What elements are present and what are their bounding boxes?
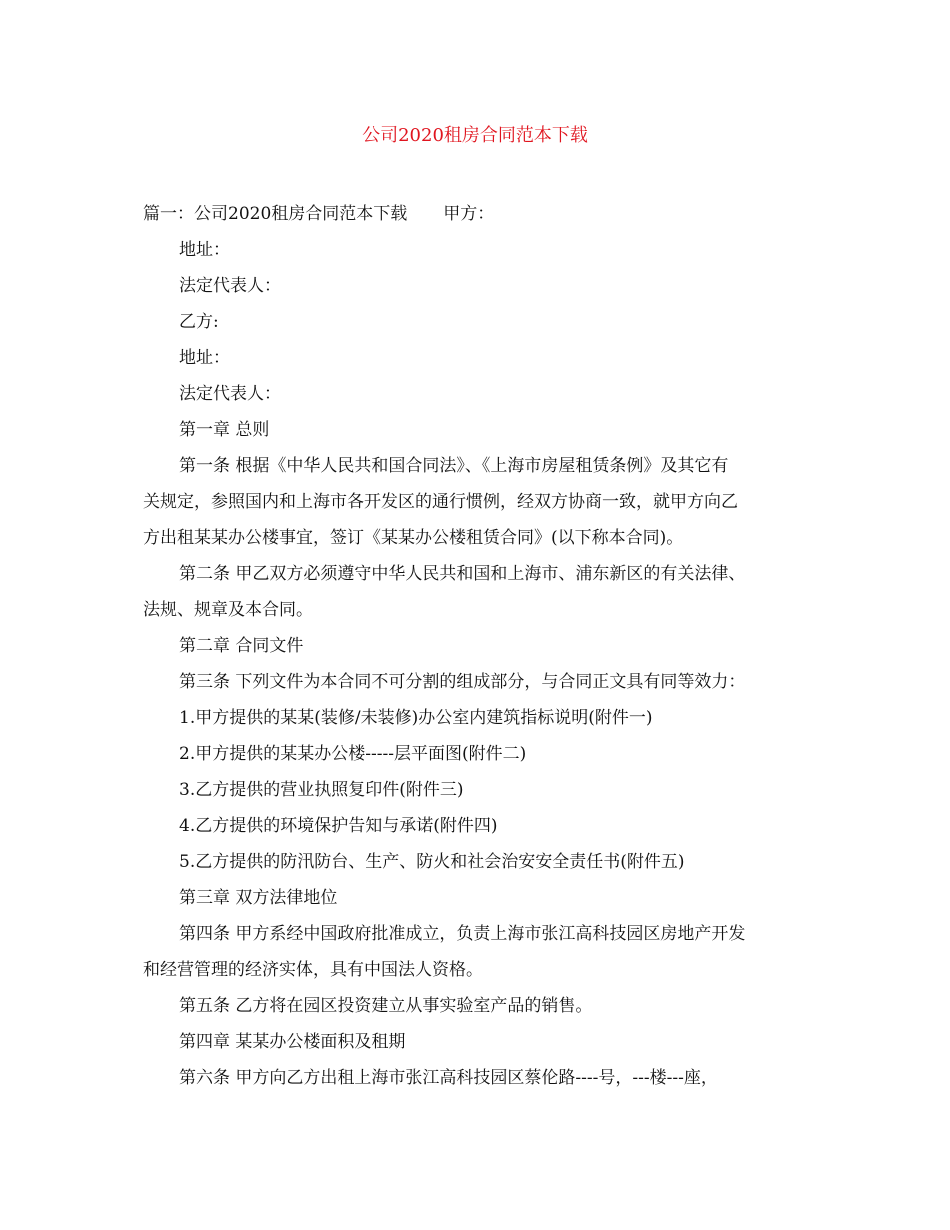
article-3-line: 第三条 下列文件为本合同不可分割的组成部分，与合同正文具有同等效力： [179,672,746,692]
list-item-1: 1.甲方提供的某某(装修/未装修)办公室内建筑指标说明(附件一) [179,708,653,728]
representative-a-line: 法定代表人： [179,276,281,296]
chapter-3-heading: 第三章 双方法律地位 [179,888,338,908]
section-heading: 篇一：公司2020租房合同范本下载 [143,204,408,224]
address-b-line: 地址： [179,348,230,368]
party-b-line: 乙方: [179,312,219,332]
article-1-line-3: 方出租某某办公楼事宜，签订《某某办公楼租赁合同》(以下称本合同)。 [143,528,684,548]
article-4-line-1: 第四条 甲方系经中国政府批准成立，负责上海市张江高科技园区房地产开发 [179,924,746,944]
chapter-1-heading: 第一章 总则 [179,420,270,440]
document-title: 公司2020租房合同范本下载 [362,125,588,146]
chapter-4-heading: 第四章 某某办公楼面积及租期 [179,1032,406,1052]
article-6-line-1: 第六条 甲方向乙方出租上海市张江高科技园区蔡伦路----号，---楼---座， [179,1068,718,1088]
article-1-line-1: 第一条 根据《中华人民共和国合同法》、《上海市房屋租赁条例》及其它有 [179,456,729,476]
list-item-2: 2.甲方提供的某某办公楼-----层平面图(附件二) [179,744,527,764]
chapter-2-heading: 第二章 合同文件 [179,636,304,656]
article-4-line-2: 和经营管理的经济实体，具有中国法人资格。 [143,960,483,980]
article-2-line-1: 第二条 甲乙双方必须遵守中华人民共和国和上海市、浦东新区的有关法律、 [179,564,746,584]
list-item-4: 4.乙方提供的环境保护告知与承诺(附件四) [179,816,498,836]
article-5-line: 第五条 乙方将在园区投资建立从事实验室产品的销售。 [179,996,593,1016]
document-body [143,196,811,1096]
address-a-line: 地址： [179,240,230,260]
party-a-label: 甲方： [443,204,495,224]
list-item-3: 3.乙方提供的营业执照复印件(附件三) [179,780,464,800]
representative-b-line: 法定代表人： [179,384,281,404]
list-item-5: 5.乙方提供的防汛防台、生产、防火和社会治安安全责任书(附件五) [179,852,685,872]
heading-line [143,196,811,232]
article-2-line-2: 法规、规章及本合同。 [143,600,313,620]
article-1-line-2: 关规定，参照国内和上海市各开发区的通行惯例，经双方协商一致，就甲方向乙 [143,492,738,512]
